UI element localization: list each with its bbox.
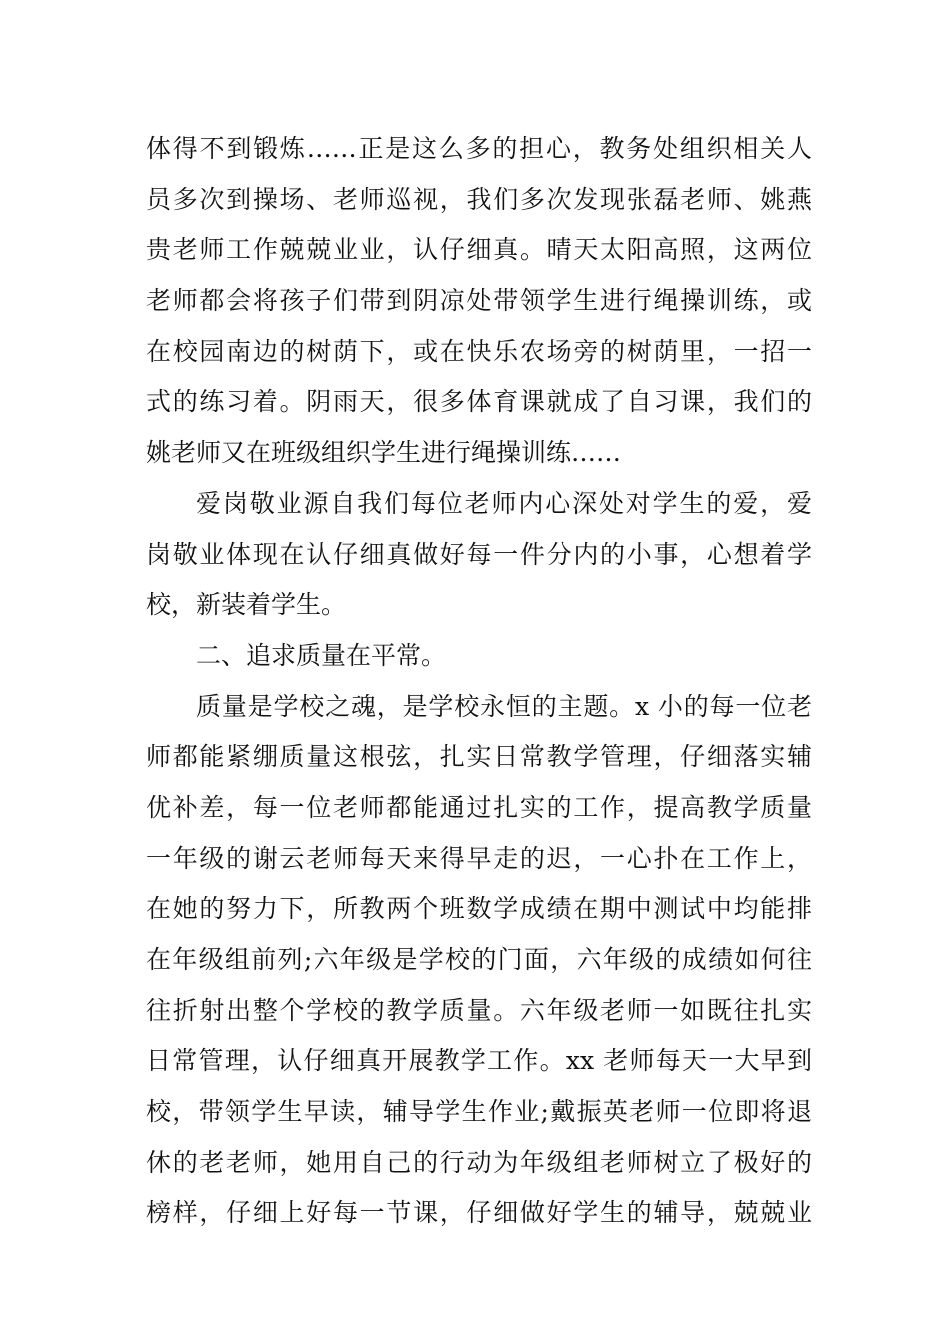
text-line: 体得不到锻炼……正是这么多的担心，教务处组织相关人 (146, 134, 812, 163)
text-line: 姚老师又在班级组织学生进行绳操训练…… (146, 438, 622, 468)
text-line: 校，新装着学生。 (146, 590, 347, 620)
text-line: 在校园南边的树荫下，或在快乐农场旁的树荫里，一招一 (146, 336, 812, 366)
text-line: 榜样，仔细上好每一节课，仔细做好学生的辅导，兢兢业 (146, 1198, 812, 1228)
text-line: 贵老师工作兢兢业业，认仔细真。晴天太阳高照，这两位 (146, 235, 812, 265)
text-line: 优补差，每一位老师都能通过扎实的工作，提高教学质量 (146, 792, 812, 822)
text-line: 往折射出整个学校的教学质量。六年级老师一如既往扎实 (146, 995, 812, 1025)
section-heading: 二、追求质量在平常。 (196, 640, 447, 670)
text-line: 式的练习着。阴雨天，很多体育课就成了自习课，我们的 (146, 387, 812, 417)
paragraph-first-line: 质量是学校之魂，是学校永恒的主题。x 小的每一位老 (196, 691, 812, 721)
text-line: 一年级的谢云老师每天来得早走的迟，一心扑在工作上， (146, 843, 812, 873)
body-text (146, 124, 812, 1239)
text-line: 日常管理，认仔细真开展教学工作。xx 老师每天一大早到 (146, 1046, 812, 1076)
text-line: 师都能紧绷质量这根弦，扎实日常教学管理，仔细落实辅 (146, 742, 812, 772)
text-line: 老师都会将孩子们带到阴凉处带领学生进行绳操训练，或 (146, 286, 812, 316)
text-line: 在年级组前列;六年级是学校的门面，六年级的成绩如何往 (146, 945, 812, 974)
text-line: 岗敬业体现在认仔细真做好每一件分内的小事，心想着学 (146, 539, 812, 569)
text-line: 休的老老师，她用自己的行动为年级组老师树立了极好的 (146, 1147, 812, 1177)
text-line: 员多次到操场、老师巡视，我们多次发现张磊老师、姚燕 (146, 184, 812, 214)
paragraph-first-line: 爱岗敬业源自我们每位老师内心深处对学生的爱，爱 (196, 488, 812, 518)
text-line: 在她的努力下，所教两个班数学成绩在期中测试中均能排 (146, 894, 812, 924)
text-line: 校，带领学生早读，辅导学生作业;戴振英老师一位即将退 (146, 1097, 812, 1127)
